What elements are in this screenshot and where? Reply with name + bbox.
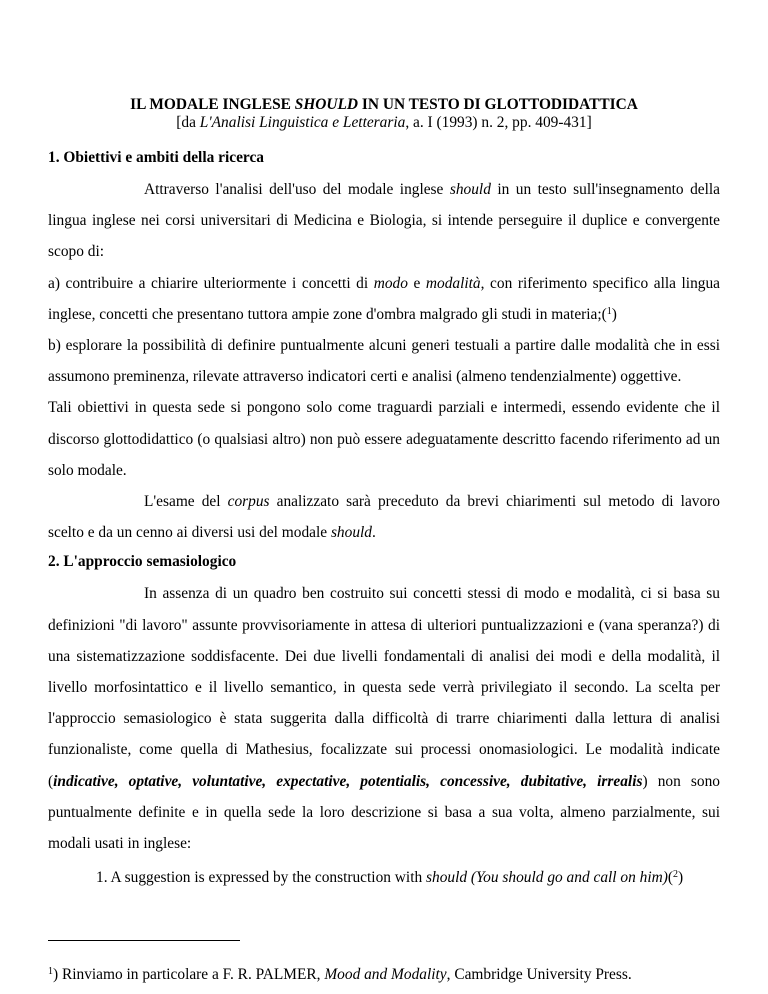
- paragraph-6: In assenza di un quadro ben costruito sui concetti stessi di modo e modalità, ci si basa su definizioni "di lavoro" assunte provvisoriamente in attesa di ulteriori puntualizzazioni e (vana speranza?) di una sistematizzazione soddisfacente. Dei due livelli fondamentali di analisi dei modi e della modalità, il livello morfosintattico e il livello semantico, in questa sede verrà privilegiato il secondo. La scelta per l'approccio semasiologico è stata suggerita dalla difficoltà di trarre chiarimenti dalla lettura di analisi funzionaliste, come quella di Mathesius, focalizzate sui processi onomasiologici. Le modalità indicate (indicative, optative, voluntative, expectative, potentialis, concessive, dubitative, irrealis) non sono puntualmente definite e in quella sede la loro descrizione si basa a sua volta, almeno parzialmente, sui modali usati in inglese:: [48, 585, 720, 853]
- paragraph-3: b) esplorare la possibilità di definire puntualmente alcuni generi testuali a partire dalle modalità che in essi assumono preminenza, rilevate attraverso indicatori certi e analisi (almeno tendenzialmente) oggettive.: [48, 337, 720, 386]
- document-title: IL MODALE INGLESE SHOULD IN UN TESTO DI GLOTTODIDATTICA: [130, 96, 638, 113]
- document-body: [48, 96, 720, 887]
- footnote-ref-2[interactable]: 2: [673, 869, 679, 881]
- footnote-ref-1[interactable]: 1: [606, 305, 612, 317]
- block-quote: 1. A suggestion is expressed by the construction with should (You should go and call on him)($^2$): [96, 869, 684, 887]
- document-source: [da L'Analisi Linguistica e Letteraria, a. I (1993) n. 2, pp. 409-431]: [176, 114, 592, 131]
- title-block: [48, 96, 720, 132]
- paragraph-2: a) contribuire a chiarire ulteriormente i concetti di modo e modalità, con riferimento specifico alla lingua inglese, concetti che presentano tuttora ampie zone d'ombra malgrado gli studi in materia;($^1$): [48, 274, 720, 323]
- paragraph-5: L'esame del corpus analizzato sarà preceduto da brevi chiarimenti sul metodo di lavoro scelto e da un cenno ai diversi usi del modale should.: [48, 493, 720, 542]
- footnote-divider: [48, 940, 240, 941]
- section-heading-2: 2. L'approccio semasiologico: [48, 553, 237, 571]
- footnote-1: $^1$) Rinviamo in particolare a F. R. PALMER, Mood and Modality, Cambridge University Press.: [48, 966, 632, 984]
- paragraph-4: Tali obiettivi in questa sede si pongono solo come traguardi parziali e intermedi, essendo evidente che il discorso glottodidattico (o qualsiasi altro) non può essere adeguatamente descritto facendo riferimento ad un solo modale.: [48, 399, 720, 479]
- section-heading-1: 1. Obiettivi e ambiti della ricerca: [48, 149, 264, 166]
- paragraph-1: Attraverso l'analisi dell'uso del modale inglese should in un testo sull'insegnamento della lingua inglese nei corsi universitari di Medicina e Biologia, si intende perseguire il duplice e convergente scopo di:: [48, 181, 720, 261]
